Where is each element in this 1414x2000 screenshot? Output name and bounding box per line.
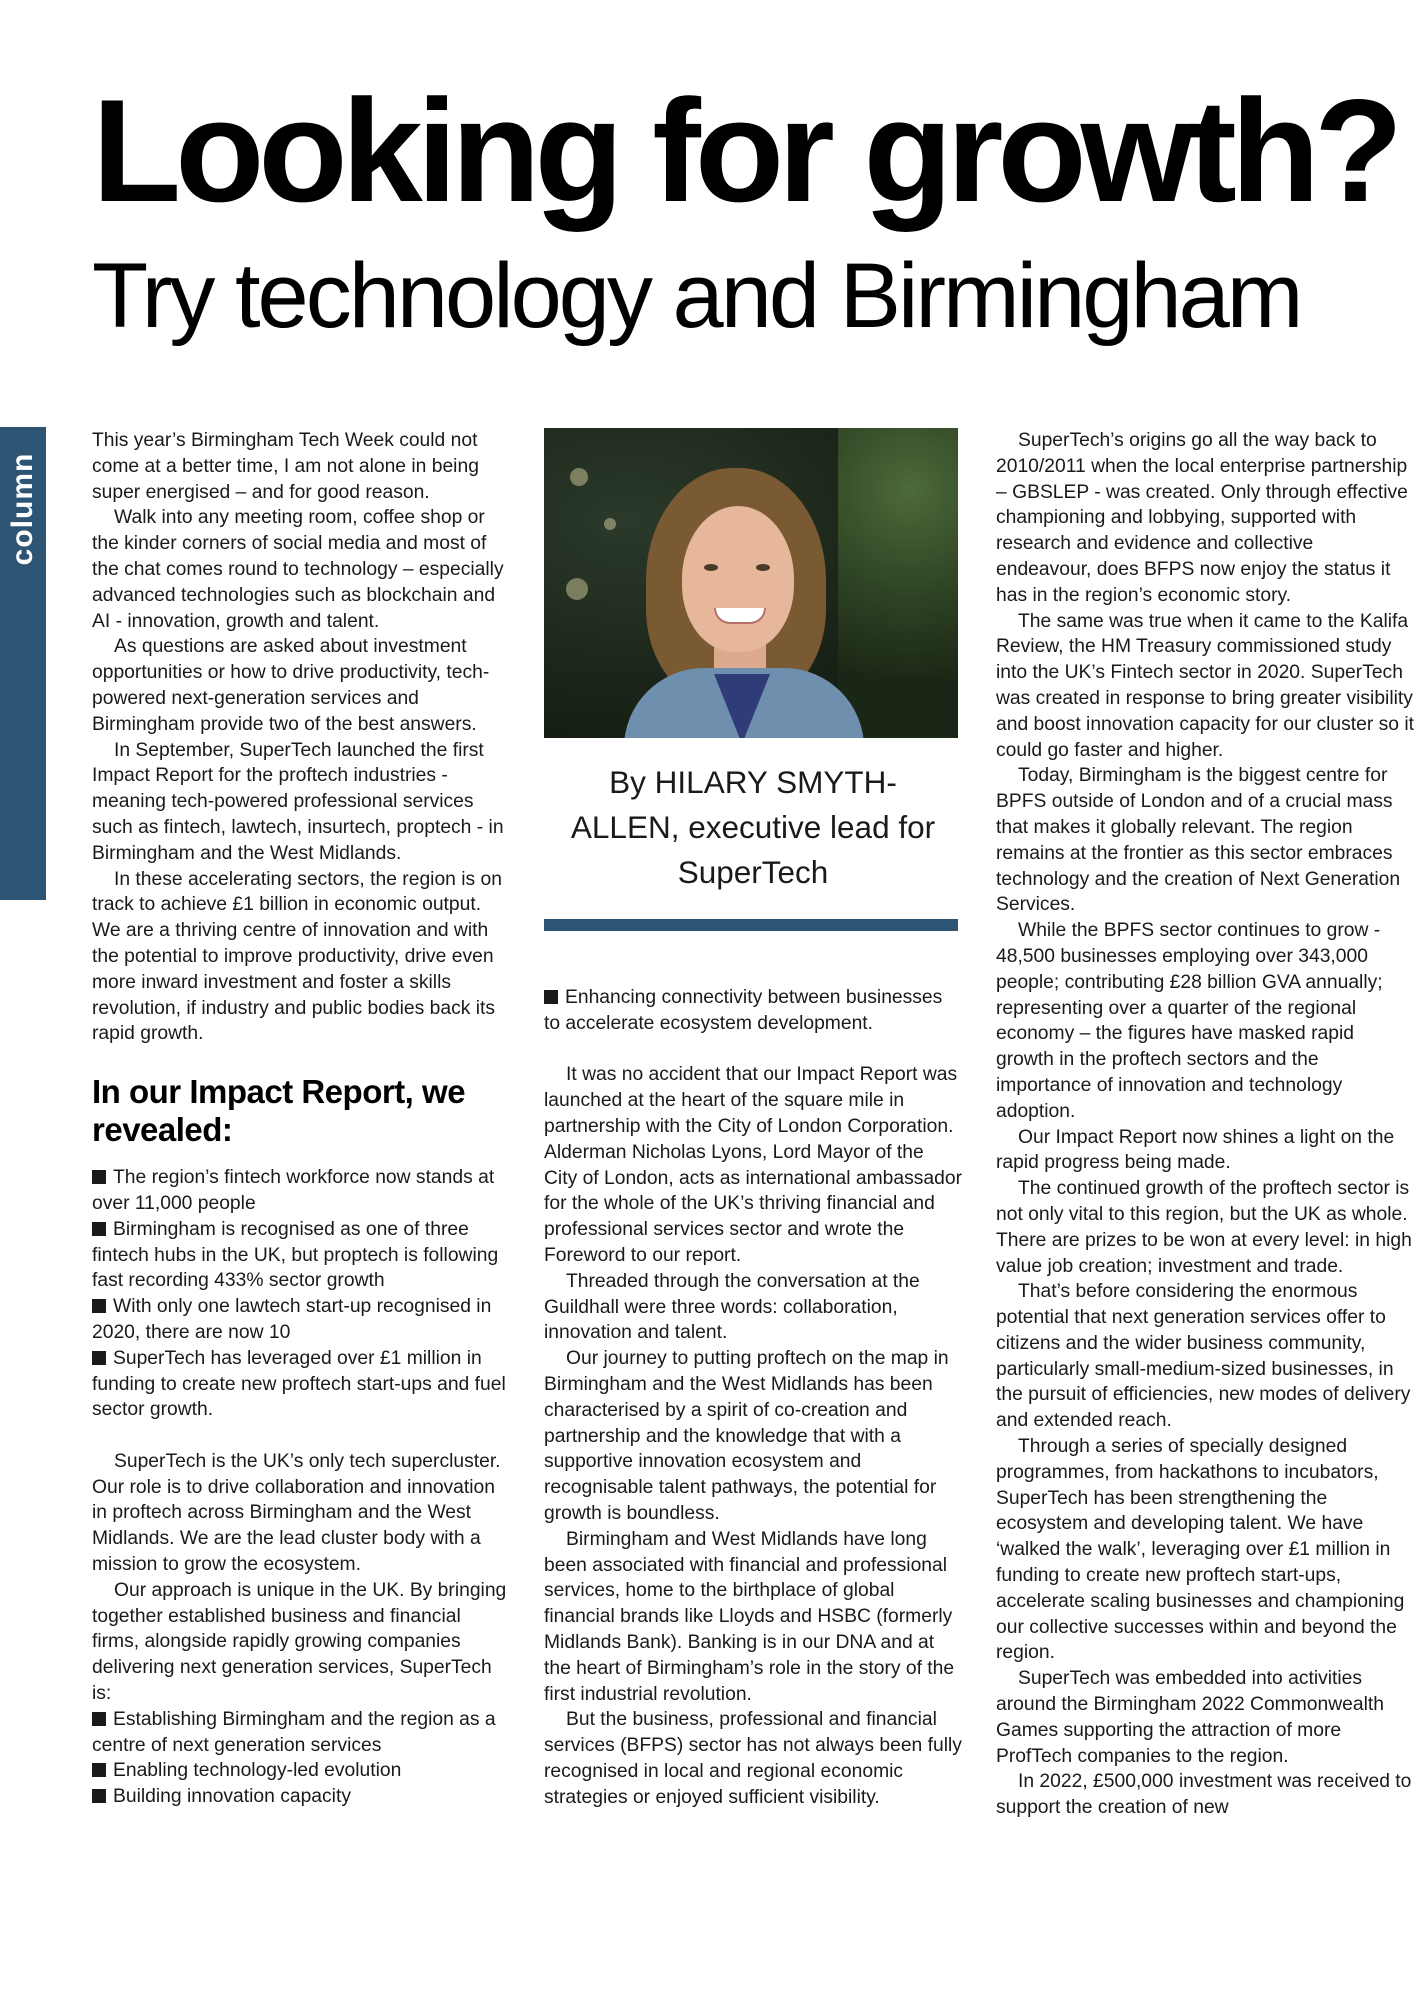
square-bullet-icon	[92, 1222, 106, 1236]
paragraph: Threaded through the conversation at the Guildhall were three words: collaboration, innovation and talent.	[544, 1270, 920, 1344]
photo-bokeh	[566, 578, 588, 600]
paragraph: Our Impact Report now shines a light on the rapid progress being made.	[996, 1126, 1395, 1174]
paragraph: But the business, professional and financial services (BFPS) sector has not always been fully recognised in local and regional economic strategies or enjoyed sufficient visibility.	[544, 1709, 962, 1808]
photo-eye	[704, 564, 718, 571]
headline: Looking for growth?	[92, 69, 1398, 232]
photo-smile	[714, 608, 766, 624]
square-bullet-icon	[92, 1712, 106, 1726]
paragraph: Our approach is unique in the UK. By bringing together established business and financial firms, alongside rapidly growing companies delivering next generation services, SuperTech is:	[92, 1579, 507, 1705]
paragraph: That’s before considering the enormous potential that next generation services offer to citizens and the wider business community, particularly small-medium-sized businesses, in the pursuit of efficiencies, new modes of delivery and extended reach.	[996, 1281, 1411, 1432]
photo-foliage	[838, 428, 958, 738]
article-column-3	[996, 428, 1414, 1821]
paragraph: SuperTech is the UK’s only tech supercluster. Our role is to drive collaboration and innovation in proftech across Birmingham and the West Midlands. We are the lead cluster body with a mission to grow the ecosystem.	[92, 1450, 501, 1576]
list-item: With only one lawtech start-up recognised in 2020, there are now 10	[92, 1296, 492, 1343]
list-item: SuperTech has leveraged over £1 million in funding to create new proftech start-ups and fuel sector growth.	[92, 1347, 506, 1421]
paragraph: In September, SuperTech launched the first Impact Report for the proftech industries -meaning tech-powered professional services such as fintech, lawtech, insurtech, proptech - in Birmingham and the West Midlands.	[92, 739, 504, 864]
paragraph: As questions are asked about investment opportunities or how to drive productivity, tech-powered next-generation services and Birmingham provide two of the best answers.	[92, 636, 490, 735]
list-item: Enabling technology-led evolution	[92, 1758, 512, 1784]
list-item: Enhancing connectivity between businesses to accelerate ecosystem development.	[544, 987, 943, 1034]
impact-report-heading: In our Impact Report, we revealed:	[92, 1073, 466, 1149]
subheadline: Try technology and Birmingham	[92, 245, 1301, 347]
square-bullet-icon	[92, 1789, 106, 1803]
square-bullet-icon	[92, 1170, 106, 1184]
paragraph: In 2022, £500,000 investment was received to support the creation of new	[996, 1771, 1412, 1819]
photo-bokeh	[570, 468, 588, 486]
photo-face	[682, 506, 794, 652]
photo-eye	[756, 564, 770, 571]
square-bullet-icon	[92, 1763, 106, 1777]
paragraph: It was no accident that our Impact Report was launched at the heart of the square mile in partnership with the City of London Corporation. Alderman Nicholas Lyons, Lord Mayor of the City of London, acts as international ambassador for the whole of the UK’s thriving financial and professional services sector and wrote the Foreword to our report.	[544, 1064, 963, 1266]
paragraph: While the BPFS sector continues to grow - 48,500 businesses employing over 343,000 people; contributing £28 billion GVA annually; representing over a quarter of the regional economy – the figures have masked rapid growth in the proftech sectors and the importance of innovation and technology adoption.	[996, 920, 1383, 1122]
square-bullet-icon	[544, 990, 558, 1004]
list-item: The region’s fintech workforce now stands at over 11,000 people	[92, 1167, 495, 1214]
square-bullet-icon	[92, 1351, 106, 1365]
author-portrait-photo	[544, 428, 958, 738]
paragraph: Through a series of specially designed programmes, from hackathons to incubators, SuperTech has been strengthening the ecosystem and developing talent. We have ‘walked the walk’, leveraging over £1 million in funding to create new proftech start-ups, accelerate scaling businesses and championing our collective successes within and beyond the region.	[996, 1436, 1405, 1664]
list-item: Birmingham is recognised as one of three fintech hubs in the UK, but proptech is following fast recording 433% sector growth	[92, 1218, 499, 1292]
paragraph: The continued growth of the proftech sector is not only vital to this region, but the UK as whole. There are prizes to be won at every level: in high value job creation; investment and trade.	[996, 1178, 1412, 1277]
paragraph: Walk into any meeting room, coffee shop or the kinder corners of social media and most of the chat comes round to technology – especially advanced technologies such as blockchain and AI - innovation, growth and talent.	[92, 507, 504, 632]
photo-bokeh	[604, 518, 616, 530]
paragraph: The same was true when it came to the Kalifa Review, the HM Treasury commissioned study into the UK’s Fintech sector in 2020. SuperTech was created in response to bring greater visibility and boost innovation capacity for our cluster so it could go faster and higher.	[996, 610, 1414, 761]
author-byline: By HILARY SMYTH-ALLEN, executive lead for SuperTech	[570, 764, 936, 890]
section-tab-label: column	[6, 452, 39, 566]
article-column-2	[544, 428, 962, 1811]
column-section-tab	[0, 427, 46, 900]
paragraph: This year’s Birmingham Tech Week could not come at a better time, I am not alone in being super energised – and for good reason.	[92, 430, 479, 503]
paragraph: SuperTech’s origins go all the way back to 2010/2011 when the local enterprise partnership – GBSLEP - was created. Only through effective championing and lobbying, supported with research and evidence and collective endeavour, does BFPS now enjoy the status it has in the region’s economic story.	[996, 430, 1408, 606]
paragraph: Birmingham and West Midlands have long been associated with financial and professional services, home to the birthplace of global financial brands like Lloyds and HSBC (formerly Midlands Bank). Banking is in our DNA and at the heart of Birmingham’s role in the story of the first industrial revolution.	[544, 1528, 955, 1705]
list-item: Building innovation capacity	[92, 1784, 512, 1810]
paragraph: In these accelerating sectors, the region is on track to achieve £1 billion in economic output. We are a thriving centre of innovation and with the potential to improve productivity, drive even more inward investment and foster a skills revolution, if industry and public bodies back its rapid growth.	[92, 868, 502, 1045]
paragraph: SuperTech was embedded into activities around the Birmingham 2022 Commonwealth Games supporting the attraction of more ProfTech companies to the region.	[996, 1668, 1384, 1767]
square-bullet-icon	[92, 1299, 106, 1313]
list-item: Establishing Birmingham and the region as a centre of next generation services	[92, 1708, 496, 1756]
article-column-1	[92, 428, 512, 1810]
byline-divider	[544, 919, 958, 931]
paragraph: Our journey to putting proftech on the map in Birmingham and the West Midlands has been characterised by a spirit of co-creation and partnership and the knowledge that with a supportive innovation ecosystem and recognisable talent pathways, the potential for growth is boundless.	[544, 1348, 949, 1524]
paragraph: Today, Birmingham is the biggest centre for BPFS outside of London and of a crucial mass that makes it globally relevant. The region remains at the frontier as this sector embraces technology and the creation of Next Generation Services.	[996, 765, 1401, 916]
